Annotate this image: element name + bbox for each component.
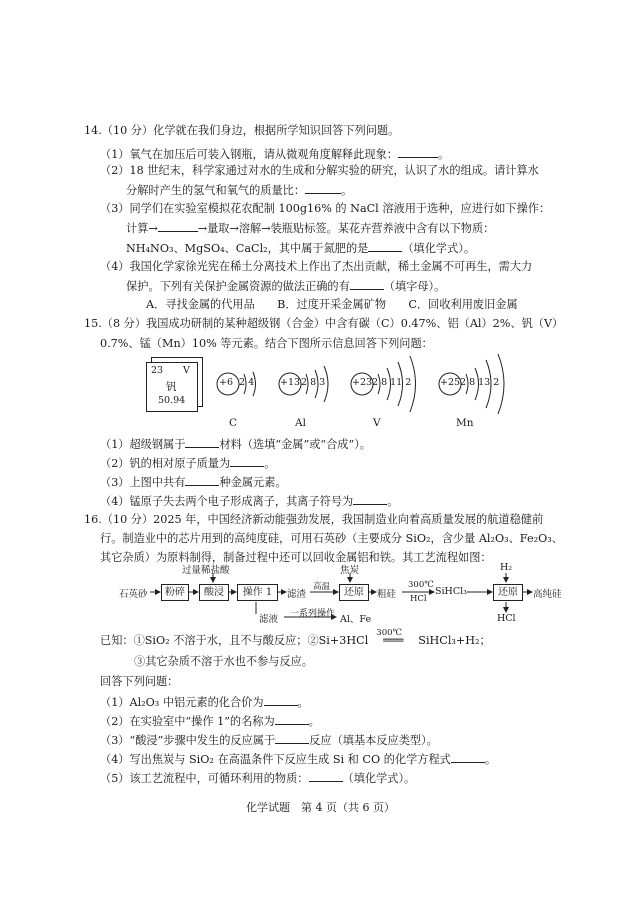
q15-part1-text1: （1）超级钢属于 — [100, 438, 186, 451]
answer-blank[interactable] — [185, 474, 219, 486]
atom-v-shells: 2 8 11 2 — [372, 377, 412, 388]
q16-known1 — [100, 628, 491, 649]
atom-v-nucleus: +23 — [352, 377, 373, 388]
q14-options: A．寻找金属的代用品 B．过度开采金属矿物 C．回收利用废旧金属 — [146, 298, 518, 311]
q14-part2b-end: 。 — [341, 184, 353, 197]
flow-excess-acid: 过量稀盐酸 — [182, 565, 230, 576]
q15-part1-text2: 材料（选填“金属”或“合成”）。 — [219, 438, 371, 451]
atom-al-shells: 2 8 3 — [301, 377, 326, 388]
q16-known2: ③其它杂质不溶于水也不参与反应。 — [134, 655, 314, 668]
q15-part3-text2: 种金属元素。 — [219, 476, 287, 489]
answer-blank[interactable] — [350, 278, 384, 290]
flow-hcl-in: HCl — [410, 594, 427, 604]
q14-part3c-text2: （填化学式）。 — [402, 242, 476, 255]
atom-c-shells: 2 4 — [239, 377, 255, 388]
q16-heading3: 其它杂质）为原料制得，制备过程中还可以回收金属铝和铁。其工艺流程如图： — [100, 551, 492, 564]
atom-mn-shells: 2 8 13 2 — [460, 377, 500, 388]
q16-part4 — [100, 751, 496, 768]
atom-al-label: Al — [295, 417, 306, 429]
flow-hcl-out: HCl — [497, 613, 516, 624]
q16-part1-text1: （1）Al₂O₃ 中铝元素的化合价为 — [100, 696, 264, 709]
answer-blank[interactable] — [275, 732, 309, 744]
element-name: 钒 — [166, 381, 177, 393]
flow-acid-leach-box: 酸浸 — [199, 584, 229, 601]
q15-part2-text1: （2）钒的相对原子质量为 — [100, 457, 231, 470]
q15-part4 — [100, 493, 398, 510]
periodic-cell — [146, 362, 198, 412]
q15-part2-text2: 。 — [264, 457, 276, 470]
q14-heading: 14.（10 分）化学就在我们身边，根据所学知识回答下列问题。 — [84, 124, 400, 137]
q14-part3b-text1: 计算→ — [126, 222, 158, 235]
answer-blank[interactable] — [230, 455, 264, 467]
flow-coke: 焦炭 — [340, 565, 360, 576]
q14-part2a: （2）18 世纪末，科学家通过对水的生成和分解实验的研究，认识了水的组成。请计算水 — [100, 164, 539, 177]
q14-part3b-text2: →量取→溶解→装瓶贴标签。某花卉营养液中含有以下物质： — [197, 222, 495, 235]
q14-part2b-text: 分解时产生的氢气和氧气的质量比： — [126, 184, 306, 197]
q16-answer-intro: 回答下列问题： — [100, 675, 179, 688]
page-footer: 化学试题 第 4 页（共 6 页） — [246, 801, 395, 814]
q16-part3-text2: 反应（填基本反应类型）。 — [309, 734, 438, 747]
flow-temp300: 300℃ — [408, 580, 434, 590]
atom-mn-nucleus: +25 — [440, 377, 461, 388]
q16-part1-text2: 。 — [297, 696, 309, 709]
flow-residue: 滤渣 — [287, 589, 307, 600]
q14-part1-text: （1）氧气在加压后可装入钢瓶，请从微观角度解释此现象： — [100, 148, 398, 161]
atom-v-label: V — [373, 417, 381, 429]
answer-blank[interactable] — [185, 436, 219, 448]
answer-blank[interactable] — [398, 146, 438, 158]
q16-heading: 16.（10 分）2025 年，中国经济新动能强劲发展，我国制造业向着高质量发展的航道稳健前 — [84, 513, 544, 526]
flow-high-temp: 高温 — [313, 582, 331, 592]
q16-part2 — [100, 713, 320, 730]
atomic-mass: 50.94 — [158, 395, 186, 406]
flow-filtrate: 滤液 — [259, 614, 279, 625]
atom-mn-label: Mn — [456, 417, 474, 429]
answer-blank[interactable] — [309, 770, 343, 782]
flow-reduce1-box: 还原 — [339, 584, 369, 601]
atom-al-nucleus: +13 — [280, 377, 301, 388]
answer-blank[interactable] — [451, 751, 485, 763]
q14-part4b-text1: 保护。下列有关保护金属资源的做法正确的有 — [126, 280, 350, 293]
q16-known1-a: 已知：①SiO₂ 不溶于水，且不与酸反应；②Si+3HCl — [100, 634, 369, 647]
q15-part3-text1: （3）上图中共有 — [100, 476, 186, 489]
flow-series: 一系列操作 — [290, 609, 336, 619]
q16-part1 — [100, 694, 309, 711]
q15-part4-text2: 。 — [387, 495, 399, 508]
atom-c-label: C — [229, 417, 238, 429]
q15-heading2: 0.7%、锰（Mn）10% 等元素。结合下图所示信息回答下列问题： — [100, 337, 433, 350]
q15-part3 — [100, 474, 287, 491]
answer-blank[interactable] — [158, 220, 198, 232]
q16-part3-text1: （3）“酸浸”步骤中发生的反应属于 — [100, 734, 276, 747]
q14-part3c — [126, 240, 475, 257]
flow-pure-si: 高纯硅 — [533, 589, 562, 600]
q15-part4-text1: （4）锰原子失去两个电子形成离子，其离子符号为 — [100, 495, 354, 508]
q15-part1 — [100, 436, 371, 453]
q14-part3c-text1: NH₄NO₃、MgSO₄、CaCl₂，其中属于氮肥的是 — [126, 242, 369, 255]
q14-part1 — [100, 146, 449, 163]
q14-part4b — [126, 278, 445, 295]
flow-start: 石英砂 — [119, 589, 148, 600]
q14-part4b-text2: （填字母）。 — [383, 280, 446, 293]
flow-crude-si: 粗硅 — [377, 589, 397, 600]
q16-part2-text2: 。 — [308, 715, 320, 728]
q15-part2 — [100, 455, 275, 472]
flow-crush-box: 粉碎 — [161, 584, 189, 601]
answer-blank[interactable] — [275, 713, 309, 725]
flow-h2: H₂ — [500, 562, 513, 573]
q16-part4-text2: 。 — [484, 753, 497, 766]
q14-part1-end: 。 — [438, 148, 450, 161]
q16-heading2: 行。制造业中的芯片用到的高纯度硅，可用石英砂（主要成分 SiO₂，含少量 Al₂O₃、Fe₂O₃、 — [100, 532, 563, 545]
q16-part5 — [100, 770, 415, 787]
atom-diagrams — [210, 348, 550, 428]
flow-op1-box: 操作 1 — [237, 584, 278, 601]
flow-al-fe: Al、Fe — [340, 614, 372, 625]
q16-part3 — [100, 732, 438, 749]
answer-blank[interactable] — [353, 493, 387, 505]
answer-blank[interactable] — [368, 240, 402, 252]
answer-blank[interactable] — [264, 694, 298, 706]
q14-part2b — [126, 182, 352, 199]
q16-known1-b: SiHCl₃+H₂； — [418, 634, 491, 647]
flow-reduce2-box: 还原 — [493, 584, 523, 601]
atom-c-nucleus: +6 — [219, 377, 234, 388]
q16-reaction-condition: 300℃ — [376, 628, 403, 638]
flow-sihcl3: SiHCl₃ — [435, 586, 467, 597]
q16-part4-text1: （4）写出焦炭与 SiO₂ 在高温条件下反应生成 Si 和 CO 的化学方程式 — [100, 753, 451, 766]
q16-part5-text2: （填化学式）。 — [342, 772, 416, 785]
atomic-number: 23 — [151, 365, 164, 376]
q16-reaction-arrow: 300℃ ═══ — [368, 633, 418, 649]
element-symbol: V — [183, 365, 190, 376]
q16-part5-text1: （5）该工艺流程中，可循环利用的物质： — [100, 772, 309, 785]
q14-part3b — [126, 220, 494, 237]
q14-part4a: （4）我国化学家徐光宪在稀土分离技术上作出了杰出贡献，稀土金属不可再生，需大力 — [100, 260, 533, 273]
q16-part2-text1: （2）在实验室中“操作 1”的名称为 — [100, 715, 275, 728]
q14-part3a: （3）同学们在实验室模拟花农配制 100g16% 的 NaCl 溶液用于选种，应进行如下操作： — [100, 202, 551, 215]
q15-heading: 15.（8 分）我国成功研制的某种超级钢（合金）中含有碳（C）0.47%、铝（Al）2%、钒（V） — [84, 317, 564, 330]
answer-blank[interactable] — [305, 182, 341, 194]
